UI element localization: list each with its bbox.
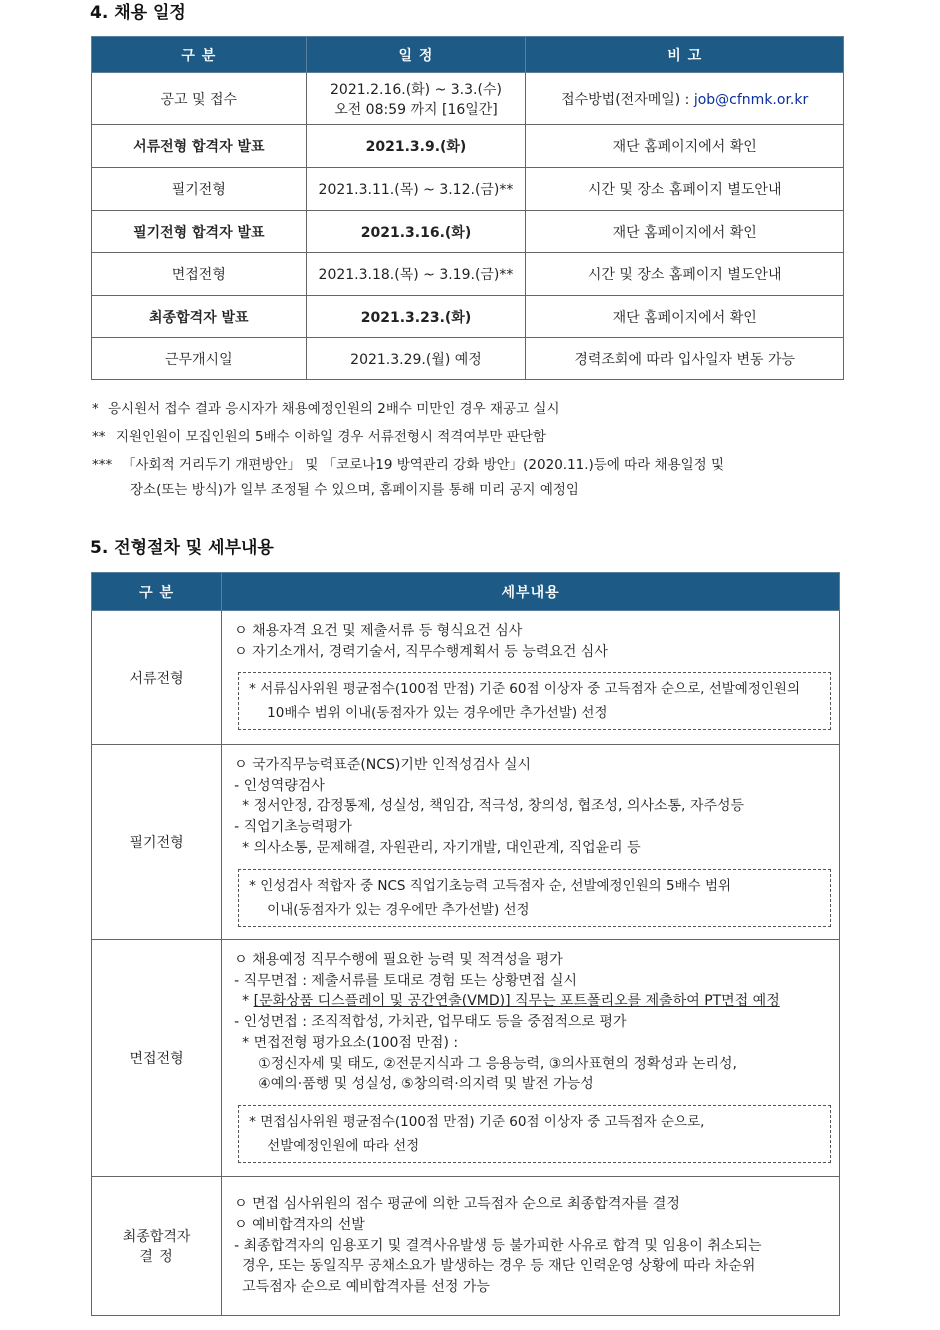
row-note: 재단 홈페이지에서 확인: [526, 211, 844, 253]
note-item: [92, 451, 852, 479]
row-note: [526, 73, 844, 125]
box-line: 이내(동점자가 있는 경우에만 추가선발) 선정: [267, 901, 530, 918]
row-schedule: 2021.3.23.(화): [306, 296, 526, 338]
detail-line: - 직무면접 : 제출서류를 토대로 경험 또는 상황면접 실시: [234, 972, 578, 989]
row-schedule: 2021.3.29.(월) 예정: [306, 338, 526, 380]
procedure-header-category: 구 분: [92, 573, 222, 611]
note-text: 응시원서 접수 결과 응시자가 채용예정인원의 2배수 미만인 경우 재공고 실시: [108, 401, 560, 417]
row-category: 필기전형: [92, 745, 222, 940]
schedule-line: 오전 08:59 까지 [16일간]: [334, 101, 498, 118]
row-category: 공고 및 접수: [92, 73, 307, 125]
note-mark: **: [92, 429, 106, 445]
row-schedule: 2021.3.16.(화): [306, 211, 526, 253]
row-category: 필기전형: [92, 168, 307, 211]
detail-line: - 인성역량검사: [234, 777, 325, 794]
detail-line: ㅇ 채용예정 직무수행에 필요한 능력 및 적격성을 평가: [234, 952, 563, 968]
procedure-header-row: [92, 573, 840, 611]
table-row: [92, 1177, 840, 1316]
section-4-title: 4. 채용 일정: [90, 3, 186, 23]
table-row: [92, 253, 844, 296]
detail-line: * 정서안정, 감정통제, 성실성, 책임감, 적극성, 창의성, 협조성, 의사소통, 자주성등: [242, 798, 745, 815]
schedule-header-row: [92, 37, 844, 73]
detail-line: 경우, 또는 동일직무 공채소요가 발생하는 경우 등 재단 인력운영 상황에 따라 차순위: [242, 1258, 756, 1275]
row-note: 재단 홈페이지에서 확인: [526, 296, 844, 338]
email-link[interactable]: job@cfnmk.or.kr: [693, 91, 809, 108]
table-row: [92, 211, 844, 253]
row-note: 경력조회에 따라 입사일자 변동 가능: [526, 338, 844, 380]
row-detail: [222, 1177, 840, 1316]
schedule-notes: [92, 395, 852, 501]
row-schedule: [306, 73, 526, 125]
note-item: [92, 395, 852, 423]
row-category: 서류전형 합격자 발표: [92, 125, 307, 168]
row-note: 시간 및 장소 홈페이지 별도안내: [526, 253, 844, 296]
vmd-note: [문화상품 디스플레이 및 공간연출(VMD)] 직무는 포트폴리오를 제출하여 PT면접 예정: [253, 993, 780, 1010]
table-row: [92, 296, 844, 338]
row-category: [92, 1177, 222, 1316]
table-row: [92, 168, 844, 211]
row-detail: [222, 611, 840, 745]
note-label: 접수방법(전자메일) :: [561, 91, 694, 108]
schedule-header-note: 비 고: [526, 37, 844, 73]
detail-line: ㅇ 자기소개서, 경력기술서, 직무수행계획서 등 능력요건 심사: [234, 643, 608, 660]
detail-line: - 직업기초능력평가: [234, 819, 352, 836]
box-line: 10배수 범위 이내(동점자가 있는 경우에만 추가선발) 선정: [267, 705, 608, 722]
row-schedule: 2021.3.18.(목) ~ 3.19.(금)**: [306, 253, 526, 296]
table-row: [92, 611, 840, 745]
schedule-header-schedule: 일 정: [306, 37, 526, 73]
detail-line: ①정신자세 및 태도, ②전문지식과 그 응용능력, ③의사표현의 정확성과 논리성,: [258, 1055, 737, 1072]
detail-line: ㅇ 국가직무능력표준(NCS)기반 인적성검사 실시: [234, 757, 531, 773]
procedure-table: [91, 572, 840, 1316]
category-line: 최종합격자: [122, 1229, 191, 1245]
row-category: 서류전형: [92, 611, 222, 745]
criteria-box: [238, 1105, 831, 1163]
note-item: [92, 423, 852, 451]
row-category: 면접전형: [92, 940, 222, 1177]
row-detail: [222, 745, 840, 940]
schedule-table: [91, 36, 844, 380]
row-note: 재단 홈페이지에서 확인: [526, 125, 844, 168]
table-row: [92, 73, 844, 125]
note-mark: ***: [92, 457, 113, 473]
box-line: * 서류심사위원 평균점수(100점 만점) 기준 60점 이상자 중 고득점자 순으로, 선발예정인원의: [249, 681, 800, 698]
schedule-line: 2021.2.16.(화) ~ 3.3.(수): [330, 81, 502, 98]
row-category: 최종합격자 발표: [92, 296, 307, 338]
table-row: [92, 125, 844, 168]
schedule-header-category: 구 분: [92, 37, 307, 73]
row-note: 시간 및 장소 홈페이지 별도안내: [526, 168, 844, 211]
criteria-box: [238, 672, 831, 730]
note-text: 지원인원이 모집인원의 5배수 이하일 경우 서류전형시 적격여부만 판단함: [116, 429, 546, 445]
table-row: [92, 940, 840, 1177]
detail-line: ④예의·품행 및 성실성, ⑤창의력·의지력 및 발전 가능성: [258, 1076, 594, 1093]
criteria-box: [238, 869, 831, 927]
detail-line: * 면접전형 평가요소(100점 만점) :: [242, 1034, 459, 1051]
section-5-title: 5. 전형절차 및 세부내용: [90, 538, 274, 558]
row-category: 면접전형: [92, 253, 307, 296]
table-row: [92, 745, 840, 940]
procedure-header-detail: 세부내용: [222, 573, 840, 611]
detail-line: ㅇ 예비합격자의 선발: [234, 1216, 365, 1233]
detail-line: * [문화상품 디스플레이 및 공간연출(VMD)] 직무는 포트폴리오를 제출하여 PT면접 예정: [242, 993, 780, 1010]
detail-line: - 인성면접 : 조직적합성, 가치관, 업무태도 등을 중점적으로 평가: [234, 1014, 627, 1031]
detail-line: ㅇ 채용자격 요건 및 제출서류 등 형식요건 심사: [234, 623, 523, 639]
row-category: 필기전형 합격자 발표: [92, 211, 307, 253]
note-text-continued: 장소(또는 방식)가 일부 조정될 수 있으며, 홈페이지를 통해 미리 공지 예정임: [130, 482, 579, 498]
box-line: 선발예정인원에 따라 선정: [267, 1137, 420, 1154]
row-schedule: 2021.3.9.(화): [306, 125, 526, 168]
detail-line: - 최종합격자의 임용포기 및 결격사유발생 등 불가피한 사유로 합격 및 임용이 취소되는: [234, 1237, 762, 1254]
row-category: 근무개시일: [92, 338, 307, 380]
note-mark: *: [92, 401, 99, 417]
detail-line: ㅇ 면접 심사위원의 점수 평균에 의한 고득점자 순으로 최종합격자를 결정: [234, 1196, 680, 1213]
detail-line: 고득점자 순으로 예비합격자를 선정 가능: [242, 1279, 490, 1296]
detail-line: * 의사소통, 문제해결, 자원관리, 자기개발, 대인관계, 직업윤리 등: [242, 839, 641, 856]
row-detail: [222, 940, 840, 1177]
box-line: * 면접심사위원 평균점수(100점 만점) 기준 60점 이상자 중 고득점자 순으로,: [249, 1113, 705, 1130]
table-row: [92, 338, 844, 380]
note-text: 「사회적 거리두기 개편방안」 및 「코로나19 방역관리 강화 방안」(2020.11.)등에 따라 채용일정 및: [122, 457, 725, 473]
category-line: 결 정: [139, 1249, 174, 1265]
box-line: * 인성검사 적합자 중 NCS 직업기초능력 고득점자 순, 선발예정인원의 5배수 범위: [249, 877, 732, 894]
row-schedule: 2021.3.11.(목) ~ 3.12.(금)**: [306, 168, 526, 211]
